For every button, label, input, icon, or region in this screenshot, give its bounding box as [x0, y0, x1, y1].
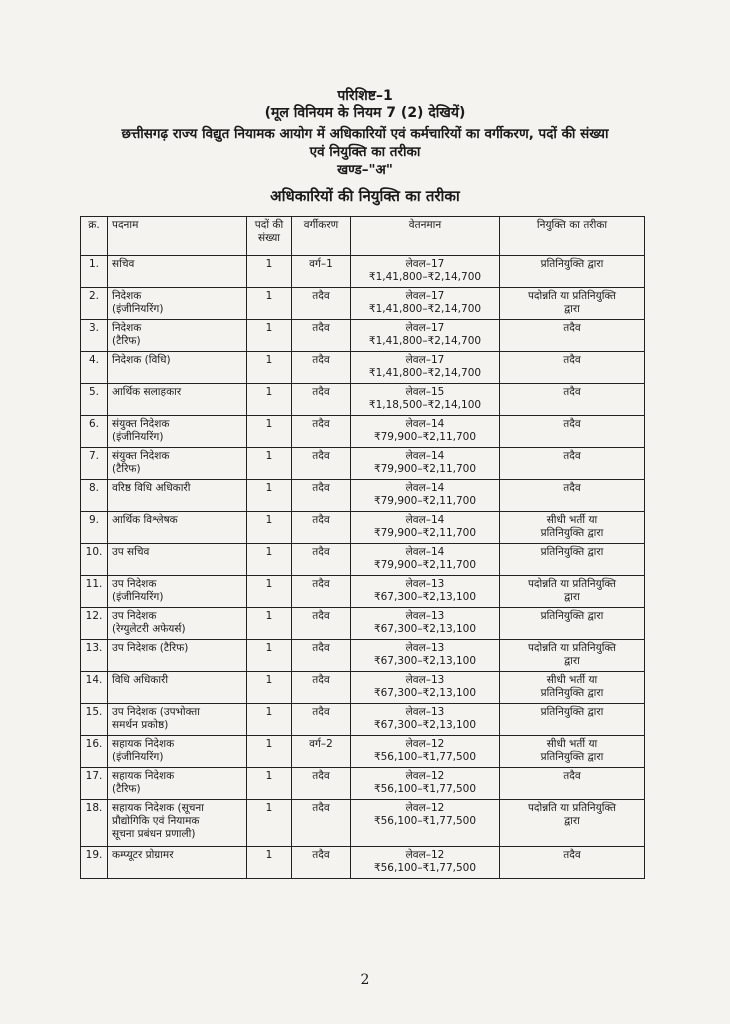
- section-title: खण्ड–"अ": [337, 162, 393, 178]
- cell-payscale: [351, 512, 500, 544]
- cell-payscale: [351, 288, 500, 320]
- cell-sn: 8.: [81, 480, 108, 512]
- pay-range: ₹67,300–₹2,13,100: [373, 655, 477, 667]
- method-line: तदैव: [563, 322, 581, 334]
- designation-line: विधि अधिकारी: [112, 674, 169, 686]
- pay-range: ₹67,300–₹2,13,100: [373, 687, 477, 699]
- table-row: [81, 480, 645, 512]
- cell-payscale: [351, 672, 500, 704]
- table-title: अधिकारियों की नियुक्ति का तरीका: [270, 187, 460, 205]
- cell-count: 1: [247, 847, 292, 879]
- cell-method: [500, 288, 645, 320]
- cell-designation: [108, 576, 247, 608]
- cell-sn: 5.: [81, 384, 108, 416]
- pay-level: लेवल–17: [405, 258, 445, 270]
- designation-line: (इंजीनियरिंग): [112, 431, 164, 443]
- designation-line: उप निदेशक: [112, 610, 157, 622]
- method-line: पदोन्नति या प्रतिनियुक्ति: [527, 642, 617, 654]
- designation-line: समर्थन प्रकोष्ठ): [112, 719, 169, 731]
- cell-designation: [108, 256, 247, 288]
- pay-level: लेवल–17: [405, 322, 445, 334]
- pay-range: ₹56,100–₹1,77,500: [373, 815, 477, 827]
- designation-line: उप निदेशक (उपभोक्ता: [112, 706, 200, 718]
- cell-designation: [108, 736, 247, 768]
- pay-level: लेवल–15: [405, 386, 445, 398]
- cell-sn: 4.: [81, 352, 108, 384]
- designation-line: सहायक निदेशक (सूचना: [112, 802, 204, 814]
- designation-line: (इंजीनियरिंग): [112, 591, 164, 603]
- method-line: तदैव: [563, 354, 581, 366]
- cell-payscale: [351, 704, 500, 736]
- document-title-line-2: एवं नियुक्ति का तरीका: [309, 144, 421, 160]
- cell-method: [500, 847, 645, 879]
- appendix-title: परिशिष्ट–1: [337, 88, 393, 104]
- method-line: द्वारा: [564, 815, 580, 827]
- designation-line: संयुक्त निदेशक: [112, 418, 170, 430]
- cell-classification: तदैव: [292, 800, 351, 847]
- method-line: सीधी भर्ती या: [546, 674, 598, 686]
- designation-line: सहायक निदेशक: [112, 770, 175, 782]
- cell-classification: तदैव: [292, 576, 351, 608]
- pay-level: लेवल–17: [405, 290, 445, 302]
- cell-count: 1: [247, 384, 292, 416]
- cell-count: 1: [247, 352, 292, 384]
- designation-line: (टैरिफ): [112, 783, 141, 795]
- table-row: [81, 512, 645, 544]
- cell-payscale: [351, 847, 500, 879]
- pay-range: ₹79,900–₹2,11,700: [373, 495, 477, 507]
- cell-designation: [108, 768, 247, 800]
- method-line: द्वारा: [564, 591, 580, 603]
- cell-classification: वर्ग–2: [292, 736, 351, 768]
- table-row: [81, 768, 645, 800]
- cell-designation: [108, 640, 247, 672]
- table-row: [81, 288, 645, 320]
- cell-sn: 9.: [81, 512, 108, 544]
- pay-range: ₹1,41,800–₹2,14,700: [368, 367, 482, 379]
- pay-range: ₹79,900–₹2,11,700: [373, 431, 477, 443]
- table-row: [81, 704, 645, 736]
- cell-payscale: [351, 736, 500, 768]
- table-row: [81, 416, 645, 448]
- method-line: प्रतिनियुक्ति द्वारा: [540, 527, 604, 539]
- table-row: [81, 640, 645, 672]
- method-line: द्वारा: [564, 655, 580, 667]
- cell-count: 1: [247, 672, 292, 704]
- cell-sn: 10.: [81, 544, 108, 576]
- pay-level: लेवल–13: [405, 642, 445, 654]
- cell-count: 1: [247, 608, 292, 640]
- cell-classification: तदैव: [292, 320, 351, 352]
- pay-level: लेवल–12: [405, 770, 445, 782]
- cell-designation: [108, 288, 247, 320]
- cell-sn: 2.: [81, 288, 108, 320]
- page-number: 2: [360, 972, 370, 988]
- pay-range: ₹79,900–₹2,11,700: [373, 527, 477, 539]
- pay-level: लेवल–17: [405, 354, 445, 366]
- cell-count: 1: [247, 576, 292, 608]
- cell-method: [500, 704, 645, 736]
- method-line: प्रतिनियुक्ति द्वारा: [540, 546, 604, 558]
- cell-payscale: [351, 640, 500, 672]
- cell-sn: 1.: [81, 256, 108, 288]
- cell-classification: तदैव: [292, 608, 351, 640]
- cell-count: 1: [247, 288, 292, 320]
- pay-level: लेवल–13: [405, 674, 445, 686]
- pay-level: लेवल–13: [405, 706, 445, 718]
- designation-line: (इंजीनियरिंग): [112, 303, 164, 315]
- cell-sn: 11.: [81, 576, 108, 608]
- cell-method: [500, 416, 645, 448]
- designation-line: आर्थिक विश्लेषक: [112, 514, 178, 526]
- cell-sn: 3.: [81, 320, 108, 352]
- table-row: [81, 800, 645, 847]
- cell-classification: तदैव: [292, 352, 351, 384]
- cell-classification: तदैव: [292, 640, 351, 672]
- pay-level: लेवल–14: [405, 418, 445, 430]
- cell-payscale: [351, 416, 500, 448]
- method-line: सीधी भर्ती या: [546, 514, 598, 526]
- pay-level: लेवल–14: [405, 546, 445, 558]
- cell-classification: तदैव: [292, 672, 351, 704]
- pay-level: लेवल–13: [405, 578, 445, 590]
- table-row: [81, 672, 645, 704]
- cell-method: [500, 800, 645, 847]
- cell-count: 1: [247, 544, 292, 576]
- cell-classification: तदैव: [292, 480, 351, 512]
- table-row: [81, 352, 645, 384]
- cell-designation: [108, 448, 247, 480]
- cell-method: [500, 640, 645, 672]
- cell-designation: [108, 800, 247, 847]
- pay-range: ₹79,900–₹2,11,700: [373, 559, 477, 571]
- cell-method: [500, 352, 645, 384]
- cell-count: 1: [247, 320, 292, 352]
- cell-payscale: [351, 544, 500, 576]
- cell-count: 1: [247, 480, 292, 512]
- method-line: प्रतिनियुक्ति द्वारा: [540, 687, 604, 699]
- table-row: [81, 576, 645, 608]
- pay-level: लेवल–12: [405, 802, 445, 814]
- pay-level: लेवल–14: [405, 514, 445, 526]
- cell-method: [500, 768, 645, 800]
- table-row: [81, 736, 645, 768]
- cell-sn: 14.: [81, 672, 108, 704]
- designation-line: (रेग्युलेटरी अफेयर्स): [112, 623, 186, 635]
- cell-designation: [108, 672, 247, 704]
- cell-count: 1: [247, 768, 292, 800]
- cell-payscale: [351, 576, 500, 608]
- method-line: प्रतिनियुक्ति द्वारा: [540, 258, 604, 270]
- cell-method: [500, 736, 645, 768]
- method-line: तदैव: [563, 386, 581, 398]
- cell-method: [500, 480, 645, 512]
- pay-level: लेवल–14: [405, 482, 445, 494]
- cell-sn: 7.: [81, 448, 108, 480]
- cell-sn: 18.: [81, 800, 108, 847]
- method-line: तदैव: [563, 849, 581, 861]
- designation-line: उप निदेशक: [112, 578, 157, 590]
- method-line: पदोन्नति या प्रतिनियुक्ति: [527, 290, 617, 302]
- cell-payscale: [351, 480, 500, 512]
- cell-sn: 6.: [81, 416, 108, 448]
- table-row: [81, 608, 645, 640]
- table-row: [81, 544, 645, 576]
- pay-level: लेवल–12: [405, 738, 445, 750]
- cell-count: 1: [247, 704, 292, 736]
- cell-method: [500, 512, 645, 544]
- rule-reference: (मूल विनियम के नियम 7 (2) देखियें): [264, 105, 466, 121]
- cell-count: 1: [247, 448, 292, 480]
- cell-sn: 19.: [81, 847, 108, 879]
- cell-method: [500, 608, 645, 640]
- cell-designation: [108, 847, 247, 879]
- method-line: प्रतिनियुक्ति द्वारा: [540, 706, 604, 718]
- cell-payscale: [351, 448, 500, 480]
- cell-method: [500, 576, 645, 608]
- cell-payscale: [351, 352, 500, 384]
- method-line: प्रतिनियुक्ति द्वारा: [540, 610, 604, 622]
- cell-designation: [108, 512, 247, 544]
- pay-range: ₹67,300–₹2,13,100: [373, 591, 477, 603]
- method-line: तदैव: [563, 450, 581, 462]
- designation-line: निदेशक (विधि): [112, 354, 171, 366]
- cell-designation: [108, 544, 247, 576]
- officers-appointment-table: [80, 216, 645, 879]
- pay-level: लेवल–14: [405, 450, 445, 462]
- cell-classification: वर्ग–1: [292, 256, 351, 288]
- cell-count: 1: [247, 736, 292, 768]
- cell-sn: 12.: [81, 608, 108, 640]
- cell-count: 1: [247, 640, 292, 672]
- table-row: [81, 320, 645, 352]
- designation-line: उप सचिव: [112, 546, 150, 558]
- cell-payscale: [351, 256, 500, 288]
- designation-line: निदेशक: [112, 322, 142, 334]
- pay-range: ₹1,18,500–₹2,14,100: [368, 399, 482, 411]
- table-row: [81, 847, 645, 879]
- method-line: पदोन्नति या प्रतिनियुक्ति: [527, 802, 617, 814]
- cell-payscale: [351, 800, 500, 847]
- col-header-sn: क्र.: [81, 217, 108, 256]
- col-header-classification: वर्गीकरण: [292, 217, 351, 256]
- cell-count: 1: [247, 256, 292, 288]
- table-header-row: [81, 217, 645, 256]
- cell-designation: [108, 704, 247, 736]
- cell-classification: तदैव: [292, 847, 351, 879]
- cell-classification: तदैव: [292, 384, 351, 416]
- document-title-line-1: छत्तीसगढ़ राज्य विद्युत नियामक आयोग में अधिकारियों एवं कर्मचारियों का वर्गीकरण, पदों की संख्या: [121, 126, 609, 142]
- cell-payscale: [351, 768, 500, 800]
- pay-range: ₹1,41,800–₹2,14,700: [368, 271, 482, 283]
- cell-method: [500, 672, 645, 704]
- method-line: प्रतिनियुक्ति द्वारा: [540, 751, 604, 763]
- pay-range: ₹1,41,800–₹2,14,700: [368, 335, 482, 347]
- method-line: सीधी भर्ती या: [546, 738, 598, 750]
- designation-line: (टैरिफ): [112, 463, 141, 475]
- col-header-payscale: वेतनमान: [351, 217, 500, 256]
- designation-line: कम्प्यूटर प्रोग्रामर: [112, 849, 174, 861]
- designation-line: (इंजीनियरिंग): [112, 751, 164, 763]
- method-line: द्वारा: [564, 303, 580, 315]
- table-row: [81, 384, 645, 416]
- cell-classification: तदैव: [292, 768, 351, 800]
- method-line: तदैव: [563, 418, 581, 430]
- cell-method: [500, 544, 645, 576]
- designation-line: सहायक निदेशक: [112, 738, 175, 750]
- cell-method: [500, 256, 645, 288]
- designation-line: उप निदेशक (टैरिफ): [112, 642, 189, 654]
- col-header-method: नियुक्ति का तरीका: [500, 217, 645, 256]
- pay-range: ₹67,300–₹2,13,100: [373, 623, 477, 635]
- table-row: [81, 256, 645, 288]
- cell-classification: तदैव: [292, 704, 351, 736]
- cell-method: [500, 384, 645, 416]
- method-line: पदोन्नति या प्रतिनियुक्ति: [527, 578, 617, 590]
- cell-payscale: [351, 384, 500, 416]
- cell-count: 1: [247, 512, 292, 544]
- pay-range: ₹56,100–₹1,77,500: [373, 783, 477, 795]
- cell-designation: [108, 608, 247, 640]
- designation-line: निदेशक: [112, 290, 142, 302]
- designation-line: संयुक्त निदेशक: [112, 450, 170, 462]
- pay-range: ₹56,100–₹1,77,500: [373, 862, 477, 874]
- pay-level: लेवल–13: [405, 610, 445, 622]
- cell-method: [500, 320, 645, 352]
- cell-designation: [108, 480, 247, 512]
- cell-designation: [108, 352, 247, 384]
- designation-line: वरिष्ठ विधि अधिकारी: [112, 482, 191, 494]
- method-line: तदैव: [563, 770, 581, 782]
- cell-count: 1: [247, 416, 292, 448]
- pay-range: ₹1,41,800–₹2,14,700: [368, 303, 482, 315]
- cell-classification: तदैव: [292, 512, 351, 544]
- cell-classification: तदैव: [292, 288, 351, 320]
- cell-sn: 17.: [81, 768, 108, 800]
- cell-classification: तदैव: [292, 416, 351, 448]
- designation-line: सचिव: [112, 258, 135, 270]
- cell-classification: तदैव: [292, 448, 351, 480]
- pay-level: लेवल–12: [405, 849, 445, 861]
- col-header-count: पदों की संख्या: [247, 217, 292, 256]
- cell-payscale: [351, 320, 500, 352]
- pay-range: ₹79,900–₹2,11,700: [373, 463, 477, 475]
- col-header-designation: पदनाम: [108, 217, 247, 256]
- cell-sn: 15.: [81, 704, 108, 736]
- cell-designation: [108, 416, 247, 448]
- cell-count: 1: [247, 800, 292, 847]
- designation-line: (टैरिफ): [112, 335, 141, 347]
- cell-classification: तदैव: [292, 544, 351, 576]
- cell-method: [500, 448, 645, 480]
- table-row: [81, 448, 645, 480]
- method-line: तदैव: [563, 482, 581, 494]
- cell-sn: 16.: [81, 736, 108, 768]
- cell-designation: [108, 384, 247, 416]
- pay-range: ₹67,300–₹2,13,100: [373, 719, 477, 731]
- cell-sn: 13.: [81, 640, 108, 672]
- pay-range: ₹56,100–₹1,77,500: [373, 751, 477, 763]
- designation-line: प्रौद्योगिकि एवं नियामक: [112, 815, 200, 827]
- cell-payscale: [351, 608, 500, 640]
- cell-designation: [108, 320, 247, 352]
- designation-line: आर्थिक सलाहकार: [112, 386, 182, 398]
- designation-line: सूचना प्रबंधन प्रणाली): [112, 828, 196, 840]
